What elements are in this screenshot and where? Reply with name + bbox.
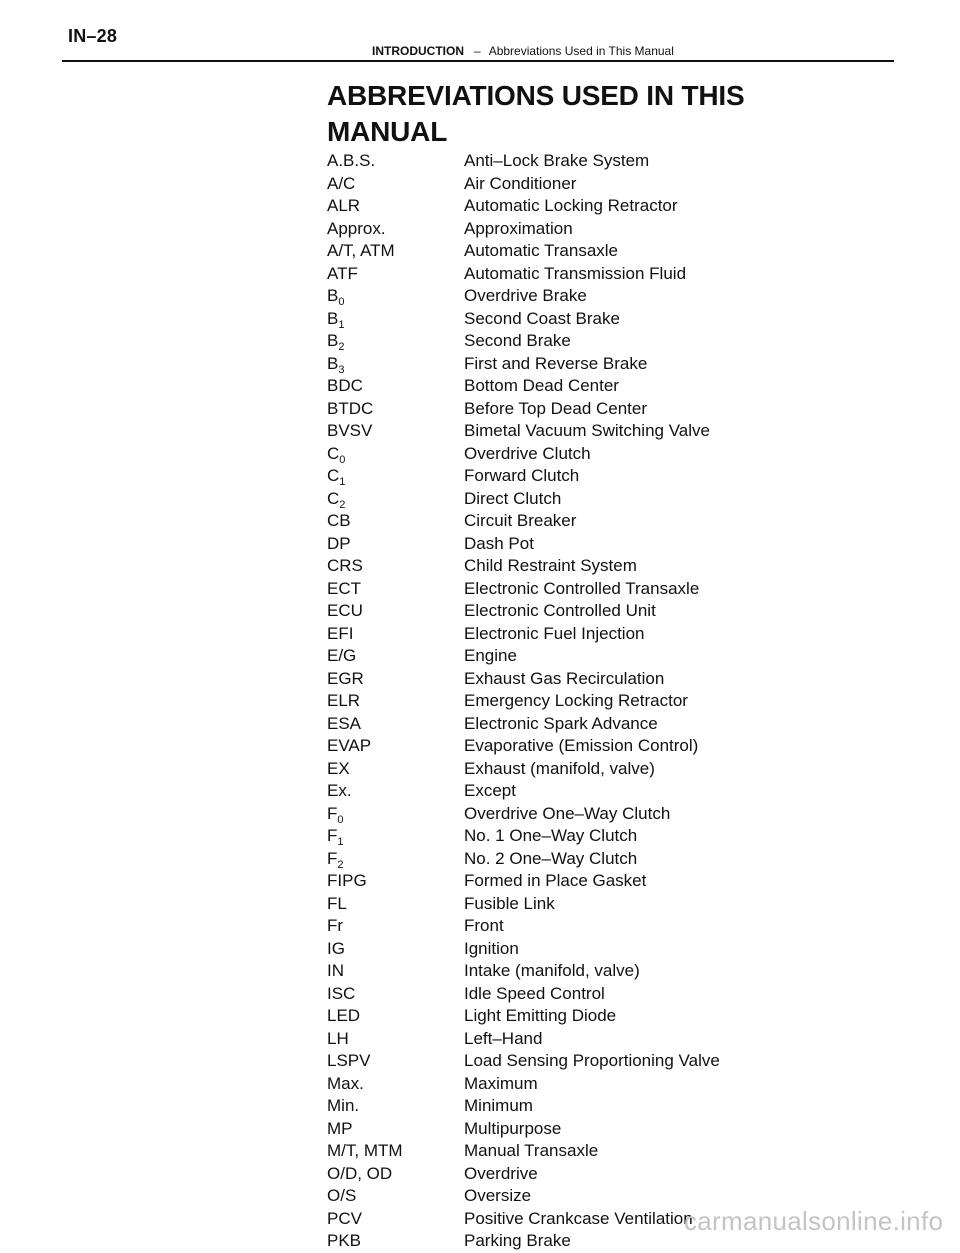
abbreviation-term bbox=[327, 1118, 353, 1140]
abbreviation-text: B bbox=[327, 286, 339, 305]
abbreviation-text: ALR bbox=[327, 196, 361, 215]
abbreviation-meaning: Maximum bbox=[464, 1073, 538, 1093]
abbreviation-term bbox=[327, 1095, 359, 1117]
abbreviation-term bbox=[327, 1208, 362, 1230]
abbreviation-text: PKB bbox=[327, 1231, 362, 1250]
abbreviation-meaning: Parking Brake bbox=[464, 1231, 571, 1250]
abbreviation-row bbox=[327, 173, 887, 196]
abbreviation-meaning: Child Restraint System bbox=[464, 556, 637, 575]
abbreviation-meaning: Dash Pot bbox=[464, 533, 534, 553]
abbreviation-text: Min. bbox=[327, 1096, 360, 1115]
abbreviation-term bbox=[327, 915, 343, 937]
abbreviation-term bbox=[327, 285, 344, 307]
abbreviation-meaning: Ignition bbox=[464, 938, 519, 958]
abbreviation-text: C bbox=[327, 443, 340, 463]
abbreviation-term bbox=[327, 983, 355, 1005]
abbreviation-row bbox=[327, 1095, 887, 1118]
abbreviation-text: ESA bbox=[327, 713, 362, 733]
abbreviation-row bbox=[327, 195, 887, 218]
abbreviation-row bbox=[327, 578, 887, 601]
abbreviation-text: ELR bbox=[327, 691, 361, 710]
abbreviation-meaning: Oversize bbox=[464, 1186, 532, 1205]
abbreviation-meaning: First and Reverse Brake bbox=[464, 353, 648, 373]
abbreviation-text: PCV bbox=[327, 1208, 362, 1228]
abbreviation-text: M/T, MTM bbox=[327, 1141, 403, 1160]
abbreviation-term bbox=[327, 330, 344, 352]
abbreviation-meaning: Overdrive Brake bbox=[464, 286, 587, 305]
abbreviation-meaning: Overdrive Clutch bbox=[464, 443, 591, 463]
abbreviation-meaning: Second Brake bbox=[464, 331, 571, 350]
abbreviation-subscript: 1 bbox=[337, 836, 344, 848]
abbreviation-text: F bbox=[327, 848, 338, 868]
abbreviation-text: BVSV bbox=[327, 421, 373, 440]
abbreviation-row bbox=[327, 803, 887, 826]
abbreviation-text: MP bbox=[327, 1118, 353, 1138]
abbreviation-subscript: 2 bbox=[339, 498, 346, 511]
abbreviation-term bbox=[327, 938, 345, 960]
abbreviation-row bbox=[327, 330, 887, 353]
abbreviation-text: EVAP bbox=[327, 736, 372, 755]
abbreviation-meaning: Electronic Controlled Unit bbox=[464, 601, 656, 620]
abbreviation-text: ECU bbox=[327, 601, 363, 620]
abbreviation-text: Fr bbox=[327, 916, 344, 935]
abbreviation-term bbox=[327, 825, 344, 847]
abbreviation-row bbox=[327, 150, 887, 173]
abbreviation-meaning: Formed in Place Gasket bbox=[464, 871, 647, 890]
abbreviation-row bbox=[327, 893, 887, 916]
abbreviation-row bbox=[327, 825, 887, 848]
abbreviation-subscript: 2 bbox=[337, 858, 344, 871]
abbreviation-text: ATF bbox=[327, 263, 358, 283]
abbreviation-row bbox=[327, 600, 887, 623]
abbreviation-subscript: 3 bbox=[338, 363, 345, 376]
abbreviation-text: O/D, OD bbox=[327, 1163, 393, 1183]
abbreviation-term bbox=[327, 240, 395, 262]
abbreviation-term bbox=[327, 1230, 361, 1252]
abbreviation-row bbox=[327, 938, 887, 961]
abbreviation-row bbox=[327, 1073, 887, 1096]
abbreviation-text: LH bbox=[327, 1028, 349, 1048]
abbreviation-term bbox=[327, 488, 345, 510]
abbreviation-meaning: Positive Crankcase Ventilation bbox=[464, 1208, 693, 1228]
header-section: INTRODUCTION bbox=[372, 44, 464, 58]
abbreviation-meaning: Front bbox=[464, 916, 504, 935]
abbreviation-term bbox=[327, 780, 352, 802]
abbreviation-meaning: Light Emitting Diode bbox=[464, 1006, 617, 1025]
abbreviation-row bbox=[327, 420, 887, 443]
abbreviation-meaning: Direct Clutch bbox=[464, 488, 562, 508]
abbreviation-text: E/G bbox=[327, 646, 357, 665]
abbreviation-meaning: No. 1 One–Way Clutch bbox=[464, 826, 638, 845]
abbreviation-meaning: Manual Transaxle bbox=[464, 1141, 599, 1160]
abbreviation-meaning: Evaporative (Emission Control) bbox=[464, 736, 699, 755]
abbreviation-meaning: Exhaust Gas Recirculation bbox=[464, 668, 665, 688]
abbreviation-text: F bbox=[327, 826, 338, 845]
abbreviation-text: EGR bbox=[327, 668, 364, 688]
abbreviation-text: EX bbox=[327, 758, 350, 778]
abbreviation-term bbox=[327, 218, 386, 240]
abbreviation-subscript: 1 bbox=[338, 318, 345, 331]
abbreviation-row bbox=[327, 353, 887, 376]
abbreviation-text: LED bbox=[327, 1006, 361, 1025]
abbreviation-text: C bbox=[327, 488, 340, 508]
abbreviation-text: Ex. bbox=[327, 781, 352, 800]
abbreviation-meaning: Second Coast Brake bbox=[464, 308, 620, 328]
abbreviation-row bbox=[327, 263, 887, 286]
abbreviation-text: IN bbox=[327, 961, 344, 980]
abbreviation-term bbox=[327, 848, 344, 870]
abbreviation-row bbox=[327, 645, 887, 668]
abbreviation-text: BDC bbox=[327, 376, 363, 395]
abbreviation-text: BTDC bbox=[327, 398, 374, 418]
abbreviation-term bbox=[327, 398, 373, 420]
abbreviation-text: A/C bbox=[327, 173, 356, 193]
abbreviation-row bbox=[327, 870, 887, 893]
abbreviation-term bbox=[327, 870, 367, 892]
abbreviation-term bbox=[327, 1185, 356, 1207]
abbreviation-row bbox=[327, 533, 887, 556]
abbreviation-meaning: Circuit Breaker bbox=[464, 511, 577, 530]
abbreviation-text: EFI bbox=[327, 623, 354, 643]
abbreviation-subscript: 0 bbox=[339, 453, 346, 466]
abbreviation-row bbox=[327, 623, 887, 646]
abbreviation-term bbox=[327, 443, 345, 465]
abbreviation-subscript: 0 bbox=[337, 813, 344, 826]
abbreviation-meaning: Left–Hand bbox=[464, 1028, 543, 1048]
abbreviation-text: CRS bbox=[327, 556, 363, 575]
abbreviation-term bbox=[327, 420, 372, 442]
abbreviation-term bbox=[327, 645, 356, 667]
abbreviation-term bbox=[327, 195, 360, 217]
abbreviation-meaning: Overdrive bbox=[464, 1163, 538, 1183]
abbreviation-text: B bbox=[327, 308, 339, 328]
abbreviation-text: FL bbox=[327, 893, 347, 913]
abbreviation-term bbox=[327, 600, 363, 622]
abbreviation-term bbox=[327, 1140, 403, 1162]
abbreviation-meaning: Fusible Link bbox=[464, 893, 555, 913]
abbreviation-row bbox=[327, 555, 887, 578]
abbreviation-meaning: Electronic Controlled Transaxle bbox=[464, 578, 700, 598]
abbreviation-text: LSPV bbox=[327, 1051, 371, 1070]
abbreviation-row bbox=[327, 758, 887, 781]
abbreviation-term bbox=[327, 150, 375, 172]
abbreviation-row bbox=[327, 713, 887, 736]
running-header bbox=[372, 44, 674, 58]
abbreviation-term bbox=[327, 893, 347, 915]
abbreviation-meaning: Approximation bbox=[464, 218, 573, 238]
abbreviation-meaning: Air Conditioner bbox=[464, 173, 577, 193]
abbreviation-term bbox=[327, 353, 344, 375]
abbreviation-meaning: Automatic Transaxle bbox=[464, 241, 619, 260]
abbreviation-meaning: Emergency Locking Retractor bbox=[464, 691, 688, 710]
abbreviation-row bbox=[327, 960, 887, 983]
abbreviation-subscript: 2 bbox=[338, 341, 345, 353]
abbreviation-meaning: Idle Speed Control bbox=[464, 983, 605, 1003]
abbreviation-term bbox=[327, 1005, 360, 1027]
abbreviation-term bbox=[327, 690, 360, 712]
abbreviation-meaning: Bimetal Vacuum Switching Valve bbox=[464, 421, 710, 440]
abbreviation-meaning: Multipurpose bbox=[464, 1118, 562, 1138]
abbreviation-row bbox=[327, 488, 887, 511]
abbreviation-text: ISC bbox=[327, 983, 356, 1003]
abbreviation-row bbox=[327, 398, 887, 421]
abbreviation-meaning: Anti–Lock Brake System bbox=[464, 151, 650, 170]
abbreviation-term bbox=[327, 375, 363, 397]
abbreviation-term bbox=[327, 308, 344, 330]
abbreviation-row bbox=[327, 510, 887, 533]
abbreviation-text: DP bbox=[327, 533, 351, 553]
abbreviation-text: A.B.S. bbox=[327, 151, 376, 170]
abbreviation-text: C bbox=[327, 466, 340, 485]
abbreviation-term bbox=[327, 668, 364, 690]
abbreviation-term bbox=[327, 263, 358, 285]
watermark-text: carmanualsonline.info bbox=[684, 1206, 944, 1236]
abbreviation-meaning: Exhaust (manifold, valve) bbox=[464, 758, 655, 778]
abbreviation-row bbox=[327, 915, 887, 938]
abbreviation-row bbox=[327, 1005, 887, 1028]
abbreviation-term bbox=[327, 735, 371, 757]
abbreviation-row bbox=[327, 465, 887, 488]
abbreviation-meaning: Intake (manifold, valve) bbox=[464, 961, 640, 980]
abbreviation-term bbox=[327, 1073, 364, 1095]
abbreviation-meaning: Bottom Dead Center bbox=[464, 376, 619, 395]
abbreviation-row bbox=[327, 983, 887, 1006]
abbreviation-row bbox=[327, 308, 887, 331]
abbreviation-row bbox=[327, 285, 887, 308]
page-number: IN–28 bbox=[68, 26, 118, 46]
abbreviation-meaning: Before Top Dead Center bbox=[464, 398, 648, 418]
abbreviation-term bbox=[327, 533, 351, 555]
abbreviation-row bbox=[327, 375, 887, 398]
abbreviation-row bbox=[327, 690, 887, 713]
abbreviation-term bbox=[327, 1028, 349, 1050]
page-title: ABBREVIATIONS USED IN THIS MANUAL bbox=[327, 80, 745, 147]
abbreviation-text: ECT bbox=[327, 578, 361, 598]
abbreviation-term bbox=[327, 510, 351, 532]
abbreviation-row bbox=[327, 443, 887, 466]
abbreviation-meaning: Except bbox=[464, 781, 516, 800]
abbreviation-row bbox=[327, 1140, 887, 1163]
abbreviation-term bbox=[327, 623, 353, 645]
abbreviation-row bbox=[327, 780, 887, 803]
abbreviation-meaning: Engine bbox=[464, 646, 517, 665]
header-subsection: Abbreviations Used in This Manual bbox=[488, 44, 674, 58]
abbreviation-text: B bbox=[327, 331, 339, 350]
abbreviation-list bbox=[327, 150, 887, 1253]
abbreviation-row bbox=[327, 668, 887, 691]
abbreviation-term bbox=[327, 465, 345, 487]
abbreviation-term bbox=[327, 173, 355, 195]
abbreviation-term bbox=[327, 803, 344, 825]
abbreviation-row bbox=[327, 1028, 887, 1051]
abbreviation-term bbox=[327, 1163, 392, 1185]
abbreviation-subscript: 1 bbox=[339, 476, 346, 488]
abbreviation-term bbox=[327, 555, 363, 577]
abbreviation-row bbox=[327, 1163, 887, 1186]
abbreviation-row bbox=[327, 218, 887, 241]
abbreviation-row bbox=[327, 848, 887, 871]
abbreviation-row bbox=[327, 1185, 887, 1208]
abbreviation-text: O/S bbox=[327, 1186, 357, 1205]
abbreviation-text: CB bbox=[327, 511, 351, 530]
abbreviation-meaning: Electronic Fuel Injection bbox=[464, 623, 645, 643]
abbreviation-term bbox=[327, 578, 361, 600]
abbreviation-meaning: Forward Clutch bbox=[464, 466, 580, 485]
abbreviation-text: Max. bbox=[327, 1073, 364, 1093]
abbreviation-meaning: Load Sensing Proportioning Valve bbox=[464, 1051, 720, 1070]
abbreviation-text: IG bbox=[327, 938, 345, 958]
abbreviation-meaning: Automatic Locking Retractor bbox=[464, 196, 678, 215]
abbreviation-text: Approx. bbox=[327, 218, 386, 238]
header-separator: – bbox=[474, 44, 481, 58]
abbreviation-row bbox=[327, 1118, 887, 1141]
abbreviation-meaning: Overdrive One–Way Clutch bbox=[464, 803, 671, 823]
abbreviation-term bbox=[327, 758, 350, 780]
abbreviation-term bbox=[327, 960, 344, 982]
abbreviation-term bbox=[327, 1050, 370, 1072]
abbreviation-meaning: Electronic Spark Advance bbox=[464, 713, 658, 733]
abbreviation-row bbox=[327, 1050, 887, 1073]
abbreviation-text: B bbox=[327, 353, 339, 373]
abbreviation-text: FIPG bbox=[327, 871, 367, 890]
abbreviation-text: F bbox=[327, 803, 338, 823]
abbreviation-term bbox=[327, 713, 361, 735]
abbreviation-meaning: No. 2 One–Way Clutch bbox=[464, 848, 638, 868]
abbreviation-meaning: Automatic Transmission Fluid bbox=[464, 263, 687, 283]
abbreviation-subscript: 0 bbox=[338, 296, 345, 308]
abbreviation-row bbox=[327, 735, 887, 758]
abbreviation-row bbox=[327, 240, 887, 263]
abbreviation-meaning: Minimum bbox=[464, 1096, 533, 1115]
abbreviation-text: A/T, ATM bbox=[327, 241, 395, 260]
